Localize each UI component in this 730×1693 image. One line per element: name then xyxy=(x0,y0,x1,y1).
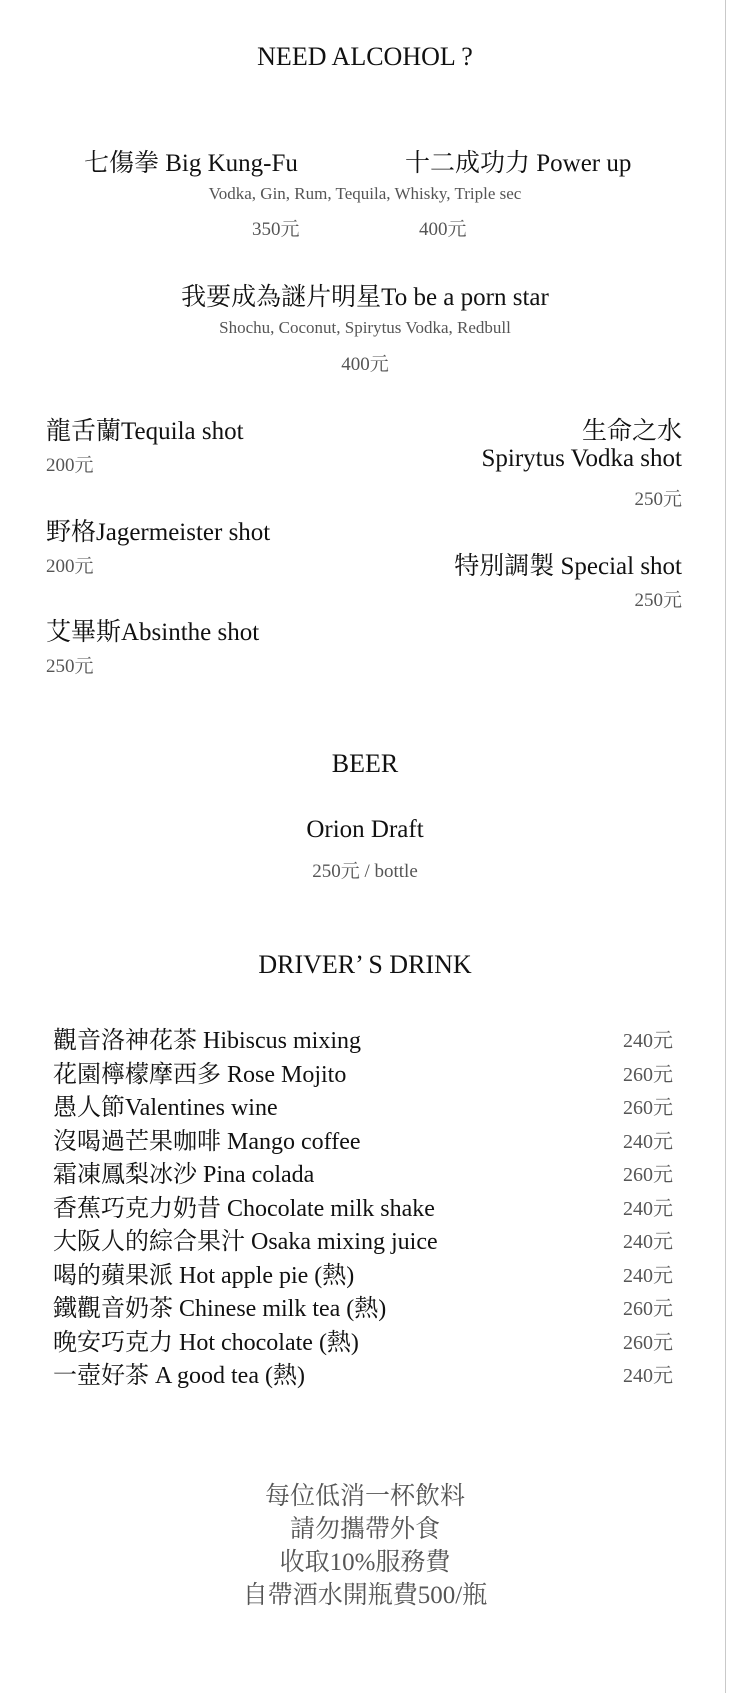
special-shot-name: 特別調製 Special shot xyxy=(454,553,682,580)
drink-name: 一壺好茶 A good tea (熱) xyxy=(53,1363,305,1389)
drink-name: 大阪人的綜合果汁 Osaka mixing juice xyxy=(53,1229,438,1255)
drivers-drink-heading: DRIVER’ S DRINK xyxy=(258,950,472,979)
drivers-drink-list xyxy=(53,1020,673,1389)
jagermeister-shot-name: 野格Jagermeister shot xyxy=(46,519,271,546)
list-item xyxy=(53,1221,673,1255)
drink-name: 晚安巧克力 Hot chocolate (熱) xyxy=(53,1329,359,1356)
absinthe-shot-price: 250元 xyxy=(46,656,94,677)
spirytus-shot-price: 250元 xyxy=(634,489,682,510)
minimum-charge-note: 每位低消一杯飲料 xyxy=(264,1483,465,1510)
drink-price: 240元 xyxy=(623,1231,673,1253)
orion-draft-name: Orion Draft xyxy=(306,816,424,843)
page-edge-divider xyxy=(725,0,726,1693)
porn-star-name: 我要成為謎片明星To be a porn star xyxy=(181,284,549,311)
drink-name: 喝的蘋果派 Hot apple pie (熱) xyxy=(53,1262,355,1289)
drink-price: 240元 xyxy=(623,1365,673,1387)
drink-name: 觀音洛神花茶 Hibiscus mixing xyxy=(53,1028,362,1054)
porn-star-ingredients: Shochu, Coconut, Spirytus Vodka, Redbull xyxy=(219,318,511,337)
list-item xyxy=(53,1255,673,1289)
spirytus-shot-name-en: Spirytus Vodka shot xyxy=(481,445,682,472)
big-kung-fu-price: 350元 xyxy=(252,219,300,240)
list-item xyxy=(53,1188,673,1222)
beer-heading: BEER xyxy=(331,749,399,778)
power-up-name: 十二成功力 Power up xyxy=(405,150,632,177)
alcohol-heading: NEED ALCOHOL ? xyxy=(257,42,473,71)
drink-price: 240元 xyxy=(623,1197,673,1220)
shared-ingredients: Vodka, Gin, Rum, Tequila, Whisky, Triple sec xyxy=(208,184,522,203)
list-item xyxy=(53,1121,673,1155)
no-outside-food-note: 請勿攜帶外食 xyxy=(289,1516,440,1543)
drink-price: 260元 xyxy=(623,1164,673,1186)
drink-price: 260元 xyxy=(623,1298,673,1320)
drink-price: 260元 xyxy=(623,1063,673,1086)
drink-name: 霜凍鳳梨冰沙 Pina colada xyxy=(53,1162,315,1188)
drink-price: 240元 xyxy=(623,1130,673,1153)
drink-name: 沒喝過芒果咖啡 Mango coffee xyxy=(53,1128,361,1155)
list-item xyxy=(53,1355,673,1389)
drink-name: 香蕉巧克力奶昔 Chocolate milk shake xyxy=(53,1195,435,1222)
list-item xyxy=(53,1087,673,1121)
power-up-price: 400元 xyxy=(419,219,467,240)
jagermeister-shot-price: 200元 xyxy=(46,556,94,577)
special-shot-price: 250元 xyxy=(634,590,682,611)
list-item xyxy=(53,1322,673,1356)
drink-price: 260元 xyxy=(623,1097,673,1119)
drink-price: 260元 xyxy=(623,1331,673,1354)
corkage-fee-note: 自帶酒水開瓶費500/瓶 xyxy=(242,1582,488,1609)
tequila-shot-name: 龍舌蘭Tequila shot xyxy=(46,418,244,445)
spirytus-shot-name-zh: 生命之水 xyxy=(581,418,682,445)
list-item xyxy=(53,1154,673,1188)
orion-draft-price: 250元 / bottle xyxy=(312,861,418,882)
drink-name: 鐵觀音奶茶 Chinese milk tea (熱) xyxy=(53,1296,387,1322)
drink-name: 花園檸檬摩西多 Rose Mojito xyxy=(53,1061,347,1088)
big-kung-fu-name: 七傷拳 Big Kung-Fu xyxy=(84,150,298,177)
service-charge-note: 收取10%服務費 xyxy=(279,1549,451,1576)
list-item xyxy=(53,1020,673,1054)
house-rules xyxy=(0,1480,730,1612)
drink-price: 240元 xyxy=(623,1264,673,1287)
drink-name: 愚人節Valentines wine xyxy=(53,1095,278,1121)
tequila-shot-price: 200元 xyxy=(46,455,94,476)
list-item xyxy=(53,1054,673,1088)
porn-star-price: 400元 xyxy=(341,354,389,375)
drink-price: 240元 xyxy=(623,1030,673,1052)
absinthe-shot-name: 艾畢斯Absinthe shot xyxy=(46,619,260,646)
list-item xyxy=(53,1288,673,1322)
